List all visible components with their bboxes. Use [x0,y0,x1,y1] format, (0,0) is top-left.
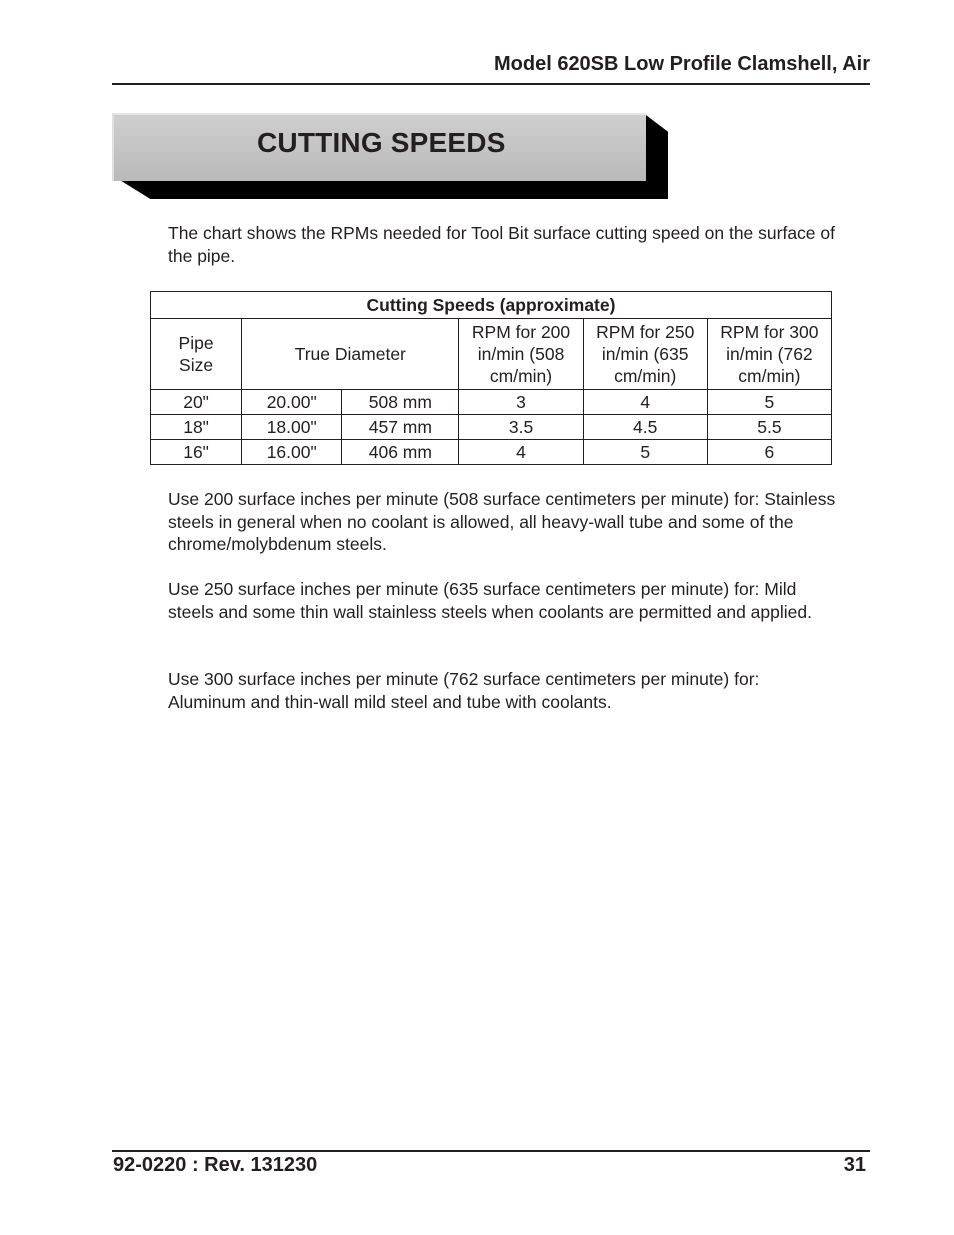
note-250-paragraph: Use 250 surface inches per minute (635 surface centimeters per minute) for: Mild steels and some thin wall stainless steels when coolants are permitted and applied. [168,579,812,622]
cell-diameter-mm: 406 mm [342,440,459,465]
table-row [151,415,832,440]
cell-diameter-inches: 16.00" [242,440,342,465]
cell-diameter-mm: 508 mm [342,390,459,415]
section-banner [112,113,670,201]
banner-shadow-side [646,115,668,199]
cell-diameter-inches: 20.00" [242,390,342,415]
cell-rpm-300: 5 [707,390,831,415]
cell-rpm-250: 4.5 [583,415,707,440]
header-true-diameter: True Diameter [242,319,459,390]
cutting-speeds-table [150,291,832,465]
cell-rpm-250: 5 [583,440,707,465]
cell-rpm-300: 5.5 [707,415,831,440]
page-number: 31 [843,1154,866,1176]
cell-rpm-300: 6 [707,440,831,465]
cell-pipe-size: 16" [151,440,242,465]
note-300-paragraph: Use 300 surface inches per minute (762 surface centimeters per minute) for: Aluminum and thin-wall mild steel and tube with coolants. [168,669,760,712]
cell-rpm-200: 4 [459,440,583,465]
cell-rpm-200: 3.5 [459,415,583,440]
header-rpm-200: RPM for 200 in/min (508 cm/min) [459,319,583,390]
banner-shadow-bottom [118,179,658,199]
header-rpm-300: RPM for 300 in/min (762 cm/min) [707,319,831,390]
header-pipe-size: Pipe Size [151,319,242,390]
cell-rpm-200: 3 [459,390,583,415]
table-caption: Cutting Speeds (approximate) [151,292,832,319]
document-revision: 92-0220 : Rev. 131230 [113,1154,318,1176]
header-rpm-250: RPM for 250 in/min (635 cm/min) [583,319,707,390]
note-200-paragraph: Use 200 surface inches per minute (508 surface centimeters per minute) for: Stainless steels in general when no coolant is allowed, all heavy-wall tube and some of the chrome/molybdenum steels. [168,489,836,554]
cell-diameter-inches: 18.00" [242,415,342,440]
cell-diameter-mm: 457 mm [342,415,459,440]
header-rule [112,83,870,85]
page-header-title: Model 620SB Low Profile Clamshell, Air [493,53,870,75]
intro-paragraph: The chart shows the RPMs needed for Tool Bit surface cutting speed on the surface of the pipe. [168,223,835,266]
cell-pipe-size: 18" [151,415,242,440]
cell-rpm-250: 4 [583,390,707,415]
table-row [151,440,832,465]
footer-rule [112,1150,870,1152]
cell-pipe-size: 20" [151,390,242,415]
table-row [151,390,832,415]
section-title: CUTTING SPEEDS [257,127,506,158]
